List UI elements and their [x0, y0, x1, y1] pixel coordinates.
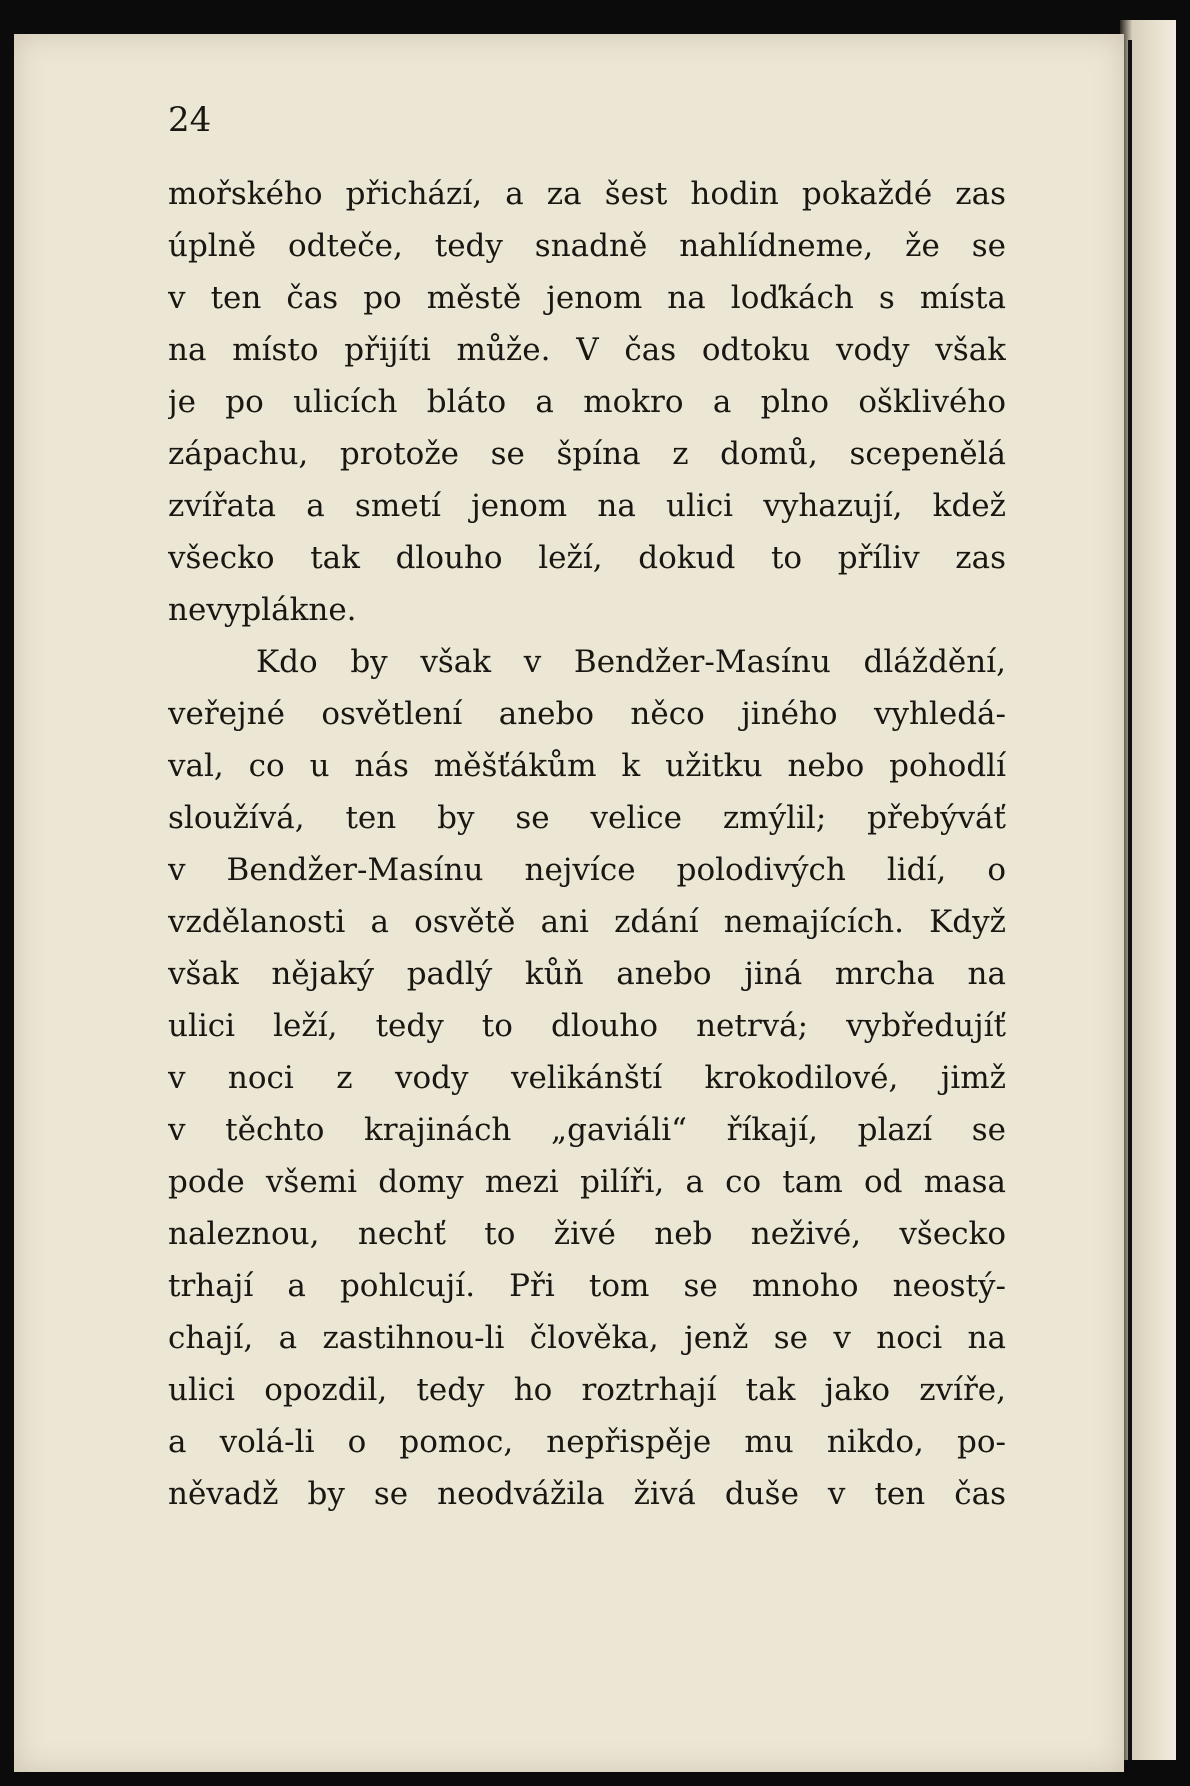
text-line: vzdělanosti a osvětě ani zdání nemajících. Když [168, 904, 1006, 940]
text-line: veřejné osvětlení anebo něco jiného vyhledá- [168, 696, 1006, 732]
text-line: v Bendžer-Masínu nejvíce polodivých lidí, o [168, 852, 1006, 888]
text-line: něvadž by se neodvážila živá duše v ten čas [168, 1476, 1006, 1512]
text-line: Kdo by však v Bendžer-Masínu dláždění, [256, 644, 1006, 680]
text-line: však nějaký padlý kůň anebo jiná mrcha na [168, 956, 1006, 992]
text-line: všecko tak dlouho leží, dokud to příliv zas [168, 540, 1006, 576]
text-line: nevyplákne. [168, 592, 357, 628]
text-line: trhají a pohlcují. Při tom se mnoho neostý- [168, 1268, 1006, 1304]
text-line: v noci z vody velikánští krokodilové, jimž [168, 1060, 1006, 1096]
gutter-shadow [1128, 40, 1132, 1760]
text-line: mořského přichází, a za šest hodin pokaždé zas [168, 176, 1006, 212]
text-line: val, co u nás měšťákům k užitku nebo pohodlí [168, 748, 1006, 784]
page-number: 24 [168, 100, 212, 140]
body-text [168, 168, 1006, 1520]
text-line: v těchto krajinách „gaviáli“ říkají, plazí se [168, 1112, 1006, 1148]
text-line: úplně odteče, tedy snadně nahlídneme, že se [168, 228, 1006, 264]
text-line: naleznou, nechť to živé neb neživé, všecko [168, 1216, 1006, 1252]
text-line: ulici leží, tedy to dlouho netrvá; vybředujíť [168, 1008, 1006, 1044]
text-line: zápachu, protože se špína z domů, scepenělá [168, 436, 1006, 472]
text-line: pode všemi domy mezi pilíři, a co tam od masa [168, 1164, 1006, 1200]
text-line: ulici opozdil, tedy ho roztrhají tak jako zvíře, [168, 1372, 1006, 1408]
text-line: sloužívá, ten by se velice zmýlil; přebýváť [168, 800, 1006, 836]
text-line: je po ulicích bláto a mokro a plno ošklivého [168, 384, 1006, 420]
text-line: v ten čas po městě jenom na loďkách s místa [168, 280, 1006, 316]
text-line: chají, a zastihnou-li člověka, jenž se v noci na [168, 1320, 1006, 1356]
text-line: na místo přijíti může. V čas odtoku vody však [168, 332, 1006, 368]
text-line: zvířata a smetí jenom na ulici vyhazují, kdež [168, 488, 1006, 524]
text-line: a volá-li o pomoc, nepřispěje mu nikdo, po- [168, 1424, 1006, 1460]
